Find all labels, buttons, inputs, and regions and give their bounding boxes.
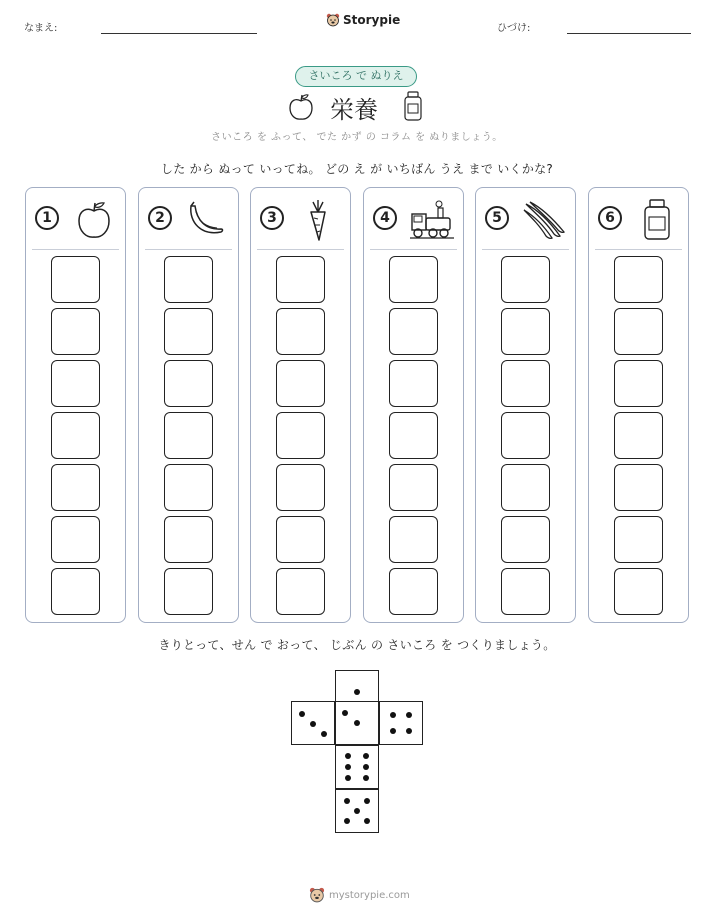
coloring-cell[interactable] (501, 412, 550, 459)
die-pip (345, 753, 351, 759)
coloring-cell[interactable] (614, 360, 663, 407)
bear-icon (326, 13, 340, 27)
column-number: 5 (485, 206, 509, 230)
coloring-cell[interactable] (164, 568, 213, 615)
coloring-cell[interactable] (51, 360, 100, 407)
coloring-cell[interactable] (389, 412, 438, 459)
coloring-cell[interactable] (614, 308, 663, 355)
coloring-cell[interactable] (276, 308, 325, 355)
column-3 (250, 187, 351, 623)
column-1 (25, 187, 126, 623)
banana-icon (183, 198, 231, 242)
die-pip (310, 721, 316, 727)
die-face (335, 701, 379, 745)
die-pip (321, 731, 327, 737)
coloring-cell[interactable] (164, 516, 213, 563)
coloring-cell[interactable] (276, 568, 325, 615)
coloring-cell[interactable] (164, 412, 213, 459)
column-header (364, 198, 463, 242)
column-number: 3 (260, 206, 284, 230)
coloring-cell[interactable] (164, 360, 213, 407)
die-face (379, 701, 423, 745)
column-header (251, 198, 350, 242)
title-row (286, 88, 426, 124)
column-number: 1 (35, 206, 59, 230)
coloring-cell[interactable] (276, 516, 325, 563)
coloring-cell[interactable] (164, 464, 213, 511)
coloring-cell[interactable] (276, 256, 325, 303)
page-title: 栄養 (330, 96, 378, 124)
coloring-cell[interactable] (389, 568, 438, 615)
die-pip (406, 712, 412, 718)
coloring-cell[interactable] (51, 256, 100, 303)
date-line[interactable] (567, 33, 691, 34)
storypie-logo (326, 13, 400, 27)
die-pip (406, 728, 412, 734)
carrot-icon (295, 198, 343, 242)
coloring-cell[interactable] (501, 308, 550, 355)
die-pip (354, 689, 360, 695)
die-pip (344, 818, 350, 824)
die-pip (390, 712, 396, 718)
cut-instruction: きりとって、せん で おって、 じぶん の さいころ を つくりましょう。 (158, 638, 556, 652)
column-divider (32, 249, 119, 250)
coloring-cell[interactable] (614, 516, 663, 563)
date-label: ひづけ: (497, 23, 531, 34)
die-pip (363, 753, 369, 759)
coloring-cell[interactable] (501, 516, 550, 563)
column-header (589, 198, 688, 242)
die-pip (363, 775, 369, 781)
coloring-cell[interactable] (389, 256, 438, 303)
coloring-cell[interactable] (51, 464, 100, 511)
die-pip (390, 728, 396, 734)
apple-icon (286, 92, 316, 122)
die-pip (342, 710, 348, 716)
coloring-cell[interactable] (51, 308, 100, 355)
coloring-cell[interactable] (614, 464, 663, 511)
coloring-cell[interactable] (501, 464, 550, 511)
activity-tag: さいころ で ぬりえ (295, 66, 417, 87)
jar-icon (402, 90, 424, 122)
column-2 (138, 187, 239, 623)
die-face (291, 701, 335, 745)
logo-text: Storypie (343, 13, 401, 27)
coloring-cell[interactable] (51, 568, 100, 615)
coloring-cell[interactable] (389, 360, 438, 407)
die-pip (344, 798, 350, 804)
column-divider (370, 249, 457, 250)
column-divider (482, 249, 569, 250)
coloring-cell[interactable] (614, 256, 663, 303)
die-pip (364, 798, 370, 804)
instruction: した から ぬって いってね。 どの え が いちばん うえ まで いくかな? (160, 162, 554, 176)
coloring-cell[interactable] (51, 412, 100, 459)
coloring-cell[interactable] (614, 412, 663, 459)
green-beans-icon (520, 198, 568, 242)
coloring-cell[interactable] (614, 568, 663, 615)
die-pip (345, 775, 351, 781)
column-number: 2 (148, 206, 172, 230)
die-pip (345, 764, 351, 770)
column-divider (145, 249, 232, 250)
coloring-cell[interactable] (389, 308, 438, 355)
column-header (26, 198, 125, 242)
coloring-cell[interactable] (276, 464, 325, 511)
bear-icon (309, 887, 325, 903)
jar-icon (633, 198, 681, 242)
coloring-cell[interactable] (51, 516, 100, 563)
coloring-cell[interactable] (276, 412, 325, 459)
column-4 (363, 187, 464, 623)
column-6 (588, 187, 689, 623)
coloring-cell[interactable] (501, 568, 550, 615)
footer-url[interactable]: mystorypie.com (329, 889, 410, 901)
column-number: 6 (598, 206, 622, 230)
die-pip (363, 764, 369, 770)
die-pip (299, 711, 305, 717)
column-header (476, 198, 575, 242)
die-pip (364, 818, 370, 824)
name-label: なまえ: (24, 23, 58, 34)
coloring-cell[interactable] (276, 360, 325, 407)
die-face (335, 789, 379, 833)
coloring-cell[interactable] (164, 308, 213, 355)
column-header (139, 198, 238, 242)
coloring-cell[interactable] (164, 256, 213, 303)
column-divider (595, 249, 682, 250)
coloring-cell[interactable] (501, 256, 550, 303)
column-number: 4 (373, 206, 397, 230)
name-line[interactable] (101, 33, 257, 34)
column-divider (257, 249, 344, 250)
die-face (335, 745, 379, 789)
apple-icon (70, 198, 118, 242)
column-5 (475, 187, 576, 623)
footer (309, 887, 410, 903)
subtitle: さいころ を ふって、 でた かず の コラム を ぬりましょう。 (211, 132, 503, 143)
coloring-cell[interactable] (501, 360, 550, 407)
train-icon (408, 198, 456, 242)
die-pip (354, 720, 360, 726)
coloring-cell[interactable] (389, 464, 438, 511)
die-pip (354, 808, 360, 814)
coloring-cell[interactable] (389, 516, 438, 563)
